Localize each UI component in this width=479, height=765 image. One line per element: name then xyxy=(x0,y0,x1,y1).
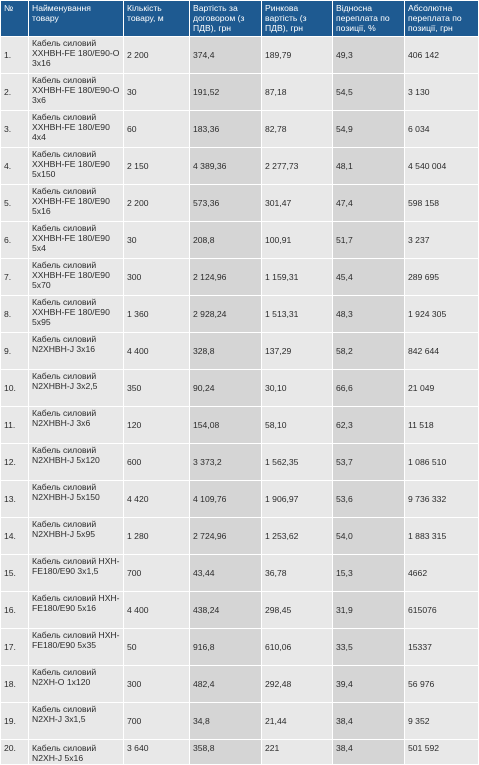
cell-contract-price: 374,4 xyxy=(190,37,261,73)
table-row xyxy=(1,333,478,369)
table-row xyxy=(1,444,478,480)
cell-market-price: 221 xyxy=(262,740,332,764)
cell-market-price: 100,91 xyxy=(262,222,332,258)
cell-market-price: 82,78 xyxy=(262,111,332,147)
cell-absolute-overpayment: 15337 xyxy=(405,629,478,665)
cell-number: 12. xyxy=(1,444,28,480)
cell-product-name: Кабель силовий N2XHBH-J 5x150 xyxy=(29,481,123,517)
cell-number: 11. xyxy=(1,407,28,443)
cell-product-name: Кабель силовий ХХНВН-FE 180/E90 5x150 xyxy=(29,148,123,184)
cell-absolute-overpayment: 21 049 xyxy=(405,370,478,406)
cell-relative-overpayment: 48,1 xyxy=(333,148,404,184)
cell-market-price: 1 253,62 xyxy=(262,518,332,554)
table-row xyxy=(1,555,478,591)
cell-contract-price: 328,8 xyxy=(190,333,261,369)
cell-contract-price: 3 373,2 xyxy=(190,444,261,480)
table-row xyxy=(1,111,478,147)
cell-product-name: Кабель силовий ХХНВН-FE 180/E90 4x4 xyxy=(29,111,123,147)
cell-absolute-overpayment: 4 540 004 xyxy=(405,148,478,184)
cell-quantity: 300 xyxy=(124,259,189,295)
cell-product-name: Кабель силовий N2XH-J 5x16 xyxy=(29,740,123,764)
cell-absolute-overpayment: 56 976 xyxy=(405,666,478,702)
cell-number: 16. xyxy=(1,592,28,628)
header-contract-price: Вартість за договором (з ПДВ), грн xyxy=(190,1,261,36)
cell-relative-overpayment: 62,3 xyxy=(333,407,404,443)
cell-relative-overpayment: 53,6 xyxy=(333,481,404,517)
cell-absolute-overpayment: 615076 xyxy=(405,592,478,628)
cell-market-price: 21,44 xyxy=(262,703,332,739)
cell-quantity: 4 400 xyxy=(124,333,189,369)
cell-contract-price: 43,44 xyxy=(190,555,261,591)
cell-product-name: Кабель силовий НХН-FE180/E90 5x16 xyxy=(29,592,123,628)
cell-contract-price: 191,52 xyxy=(190,74,261,110)
cell-contract-price: 573,36 xyxy=(190,185,261,221)
cell-relative-overpayment: 31,9 xyxy=(333,592,404,628)
cell-contract-price: 4 389,36 xyxy=(190,148,261,184)
cell-relative-overpayment: 47,4 xyxy=(333,185,404,221)
cell-quantity: 30 xyxy=(124,74,189,110)
cell-product-name: Кабель силовий N2XHBH-J 5x95 xyxy=(29,518,123,554)
cell-number: 13. xyxy=(1,481,28,517)
cell-market-price: 292,48 xyxy=(262,666,332,702)
cell-number: 19. xyxy=(1,703,28,739)
cell-absolute-overpayment: 1 924 305 xyxy=(405,296,478,332)
cell-product-name: Кабель силовий N2XHBH-J 3x2,5 xyxy=(29,370,123,406)
cell-relative-overpayment: 33,5 xyxy=(333,629,404,665)
cell-market-price: 1 906,97 xyxy=(262,481,332,517)
cell-contract-price: 4 109,76 xyxy=(190,481,261,517)
table-row xyxy=(1,259,478,295)
cell-quantity: 2 200 xyxy=(124,185,189,221)
cell-market-price: 30,10 xyxy=(262,370,332,406)
cell-contract-price: 154,08 xyxy=(190,407,261,443)
cell-relative-overpayment: 54,5 xyxy=(333,74,404,110)
cell-absolute-overpayment: 4662 xyxy=(405,555,478,591)
cell-relative-overpayment: 38,4 xyxy=(333,703,404,739)
table-row xyxy=(1,296,478,332)
cell-quantity: 4 400 xyxy=(124,592,189,628)
cell-contract-price: 2 724,96 xyxy=(190,518,261,554)
header-absolute-overpayment: Абсолютна переплата по позиції, грн xyxy=(405,1,478,36)
cell-contract-price: 2 928,24 xyxy=(190,296,261,332)
cell-product-name: Кабель силовий ХХНВН-FE 180/E90-О 3x6 xyxy=(29,74,123,110)
cell-relative-overpayment: 39,4 xyxy=(333,666,404,702)
cell-market-price: 1 159,31 xyxy=(262,259,332,295)
cell-relative-overpayment: 58,2 xyxy=(333,333,404,369)
table-row xyxy=(1,666,478,702)
table-row xyxy=(1,592,478,628)
cell-product-name: Кабель силовий ХХНВН-FE 180/E90-О 3x16 xyxy=(29,37,123,73)
cell-market-price: 1 562,35 xyxy=(262,444,332,480)
header-market-price: Ринкова вартість (з ПДВ), грн xyxy=(262,1,332,36)
cell-contract-price: 916,8 xyxy=(190,629,261,665)
table-row xyxy=(1,518,478,554)
cell-quantity: 30 xyxy=(124,222,189,258)
cell-relative-overpayment: 48,3 xyxy=(333,296,404,332)
cell-number: 2. xyxy=(1,74,28,110)
cell-contract-price: 183,36 xyxy=(190,111,261,147)
cell-contract-price: 482,4 xyxy=(190,666,261,702)
cell-quantity: 600 xyxy=(124,444,189,480)
cell-number: 6. xyxy=(1,222,28,258)
cell-market-price: 36,78 xyxy=(262,555,332,591)
table-row xyxy=(1,629,478,665)
cell-quantity: 700 xyxy=(124,555,189,591)
cell-product-name: Кабель силовий N2XH-J 3x1,5 xyxy=(29,703,123,739)
cell-absolute-overpayment: 842 644 xyxy=(405,333,478,369)
cell-absolute-overpayment: 9 736 332 xyxy=(405,481,478,517)
cell-quantity: 2 150 xyxy=(124,148,189,184)
cell-absolute-overpayment: 6 034 xyxy=(405,111,478,147)
table-row xyxy=(1,740,478,764)
table-body xyxy=(1,37,478,764)
cell-market-price: 2 277,73 xyxy=(262,148,332,184)
cell-absolute-overpayment: 406 142 xyxy=(405,37,478,73)
cell-product-name: Кабель силовий НХН-FE180/E90 5x35 xyxy=(29,629,123,665)
cell-number: 5. xyxy=(1,185,28,221)
cell-quantity: 2 200 xyxy=(124,37,189,73)
cell-relative-overpayment: 54,9 xyxy=(333,111,404,147)
cell-market-price: 58,10 xyxy=(262,407,332,443)
cell-contract-price: 208,8 xyxy=(190,222,261,258)
header-product-name: Найменування товару xyxy=(29,1,123,36)
cell-number: 20. xyxy=(1,740,28,764)
cell-product-name: Кабель силовий ХХНВН-FE 180/E90 5x95 xyxy=(29,296,123,332)
cell-number: 1. xyxy=(1,37,28,73)
cell-product-name: Кабель силовий ХХНВН-FE 180/E90 5x70 xyxy=(29,259,123,295)
cell-quantity: 1 280 xyxy=(124,518,189,554)
table-row xyxy=(1,148,478,184)
cell-product-name: Кабель силовий ХХНВН-FE 180/E90 5x4 xyxy=(29,222,123,258)
cell-market-price: 137,29 xyxy=(262,333,332,369)
cell-absolute-overpayment: 3 130 xyxy=(405,74,478,110)
cell-number: 18. xyxy=(1,666,28,702)
cell-number: 9. xyxy=(1,333,28,369)
header-quantity: Кількість товару, м xyxy=(124,1,189,36)
cell-market-price: 189,79 xyxy=(262,37,332,73)
table-row xyxy=(1,74,478,110)
cell-relative-overpayment: 66,6 xyxy=(333,370,404,406)
cell-absolute-overpayment: 1 883 315 xyxy=(405,518,478,554)
table-row xyxy=(1,37,478,73)
table-row xyxy=(1,370,478,406)
cell-product-name: Кабель силовий ХХНВН-FE 180/E90 5x16 xyxy=(29,185,123,221)
cell-quantity: 3 640 xyxy=(124,740,189,764)
cell-product-name: Кабель силовий НХН-FE180/E90 3x1,5 xyxy=(29,555,123,591)
cell-quantity: 4 420 xyxy=(124,481,189,517)
cell-relative-overpayment: 53,7 xyxy=(333,444,404,480)
cell-quantity: 60 xyxy=(124,111,189,147)
cell-contract-price: 90,24 xyxy=(190,370,261,406)
cell-quantity: 1 360 xyxy=(124,296,189,332)
cell-number: 15. xyxy=(1,555,28,591)
cell-quantity: 300 xyxy=(124,666,189,702)
cell-market-price: 301,47 xyxy=(262,185,332,221)
cell-contract-price: 438,24 xyxy=(190,592,261,628)
table-row xyxy=(1,703,478,739)
cell-market-price: 1 513,31 xyxy=(262,296,332,332)
cell-contract-price: 34,8 xyxy=(190,703,261,739)
cell-relative-overpayment: 49,3 xyxy=(333,37,404,73)
cell-number: 10. xyxy=(1,370,28,406)
cell-absolute-overpayment: 289 695 xyxy=(405,259,478,295)
cell-relative-overpayment: 15,3 xyxy=(333,555,404,591)
cell-product-name: Кабель силовий N2XHBH-J 5x120 xyxy=(29,444,123,480)
cell-absolute-overpayment: 1 086 510 xyxy=(405,444,478,480)
cell-absolute-overpayment: 3 237 xyxy=(405,222,478,258)
cell-product-name: Кабель силовий N2XHBH-J 3x16 xyxy=(29,333,123,369)
cell-relative-overpayment: 45,4 xyxy=(333,259,404,295)
cell-relative-overpayment: 38,4 xyxy=(333,740,404,764)
cell-absolute-overpayment: 9 352 xyxy=(405,703,478,739)
cell-contract-price: 2 124,96 xyxy=(190,259,261,295)
table-row xyxy=(1,481,478,517)
table-header-row xyxy=(1,1,478,36)
cell-quantity: 120 xyxy=(124,407,189,443)
cell-number: 17. xyxy=(1,629,28,665)
cell-quantity: 700 xyxy=(124,703,189,739)
cell-number: 3. xyxy=(1,111,28,147)
cell-number: 7. xyxy=(1,259,28,295)
cell-contract-price: 358,8 xyxy=(190,740,261,764)
table-row xyxy=(1,222,478,258)
cell-number: 4. xyxy=(1,148,28,184)
header-number: № xyxy=(1,1,28,36)
cell-absolute-overpayment: 598 158 xyxy=(405,185,478,221)
header-relative-overpayment: Відносна переплата по позиції, % xyxy=(333,1,404,36)
table-row xyxy=(1,185,478,221)
cell-market-price: 610,06 xyxy=(262,629,332,665)
cell-quantity: 50 xyxy=(124,629,189,665)
cell-number: 14. xyxy=(1,518,28,554)
cell-relative-overpayment: 51,7 xyxy=(333,222,404,258)
cell-absolute-overpayment: 501 592 xyxy=(405,740,478,764)
cell-market-price: 298,45 xyxy=(262,592,332,628)
cell-product-name: Кабель силовий N2XH-О 1x120 xyxy=(29,666,123,702)
cell-relative-overpayment: 54,0 xyxy=(333,518,404,554)
cell-absolute-overpayment: 11 518 xyxy=(405,407,478,443)
cell-number: 8. xyxy=(1,296,28,332)
cell-quantity: 350 xyxy=(124,370,189,406)
table-row xyxy=(1,407,478,443)
cell-product-name: Кабель силовий N2XHBH-J 3x6 xyxy=(29,407,123,443)
cell-market-price: 87,18 xyxy=(262,74,332,110)
